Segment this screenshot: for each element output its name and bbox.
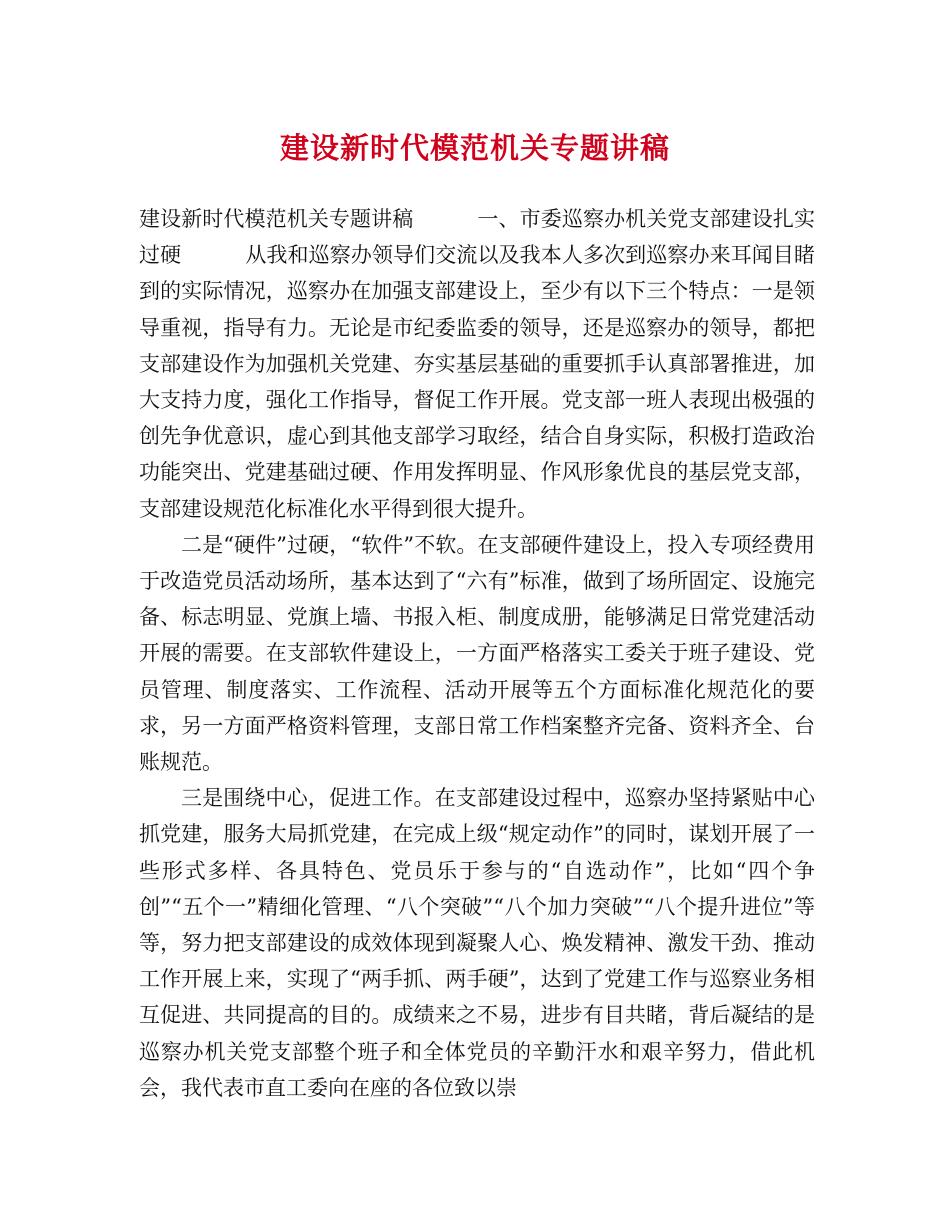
- document-body: [139, 201, 815, 1106]
- paragraph-second-point: 二是“硬件”过硬，“软件”不软。在支部硬件建设上，投入专项经费用于改造党员活动场所，基本达到了“六有”标准，做到了场所固定、设施完备、标志明显、党旗上墙、书报入柜、制度成册，能够满足日常党建活动开展的需要。在支部软件建设上，一方面严格落实工委关于班子建设、党员管理、制度落实、工作流程、活动开展等五个方面标准化规范化的要求，另一方面严格资料管理，支部日常工作档案整齐完备、资料齐全、台账规范。: [139, 532, 815, 775]
- document-title: 建设新时代模范机关专题讲稿: [279, 131, 670, 165]
- intro-lead: 建设新时代模范机关专题讲稿: [139, 207, 414, 231]
- intro-body: 从我和巡察办领导们交流以及我本人多次到巡察办来耳闻目睹到的实际情况，巡察办在加强支部建设上，至少有以下三个特点：一是领导重视，指导有力。无论是市纪委监委的领导，还是巡察办的领导，都把支部建设作为加强机关党建、夯实基层基础的重要抓手认真部署推进，加大支持力度，强化工作指导，督促工作开展。党支部一班人表现出极强的创先争优意识，虚心到其他支部学习取经，结合自身实际，积极打造政治功能突出、党建基础过硬、作用发挥明显、作风形象优良的基层党支部，支部建设规范化标准化水平得到很大提升。: [139, 243, 816, 521]
- section-heading: 一、市委巡察办机关党支部建设扎实过硬: [139, 207, 815, 268]
- paragraph-intro: [139, 201, 815, 527]
- paragraph-third-point: 三是围绕中心，促进工作。在支部建设过程中，巡察办坚持紧贴中心抓党建，服务大局抓党建，在完成上级“规定动作”的同时，谋划开展了一些形式多样、各具特色、党员乐于参与的“自选动作”，比如“四个争创”“五个一”精细化管理、“八个突破”“八个加力突破”“八个提升进位”等等，努力把支部建设的成效体现到凝聚人心、焕发精神、激发干劲、推动工作开展上来，实现了“两手抓、两手硬”，达到了党建工作与巡察业务相互促进、共同提高的目的。成绩来之不易，进步有目共睹，背后凝结的是巡察办机关党支部整个班子和全体党员的辛勤汗水和艰辛努力，借此机会，我代表市直工委向在座的各位致以崇: [139, 786, 815, 1100]
